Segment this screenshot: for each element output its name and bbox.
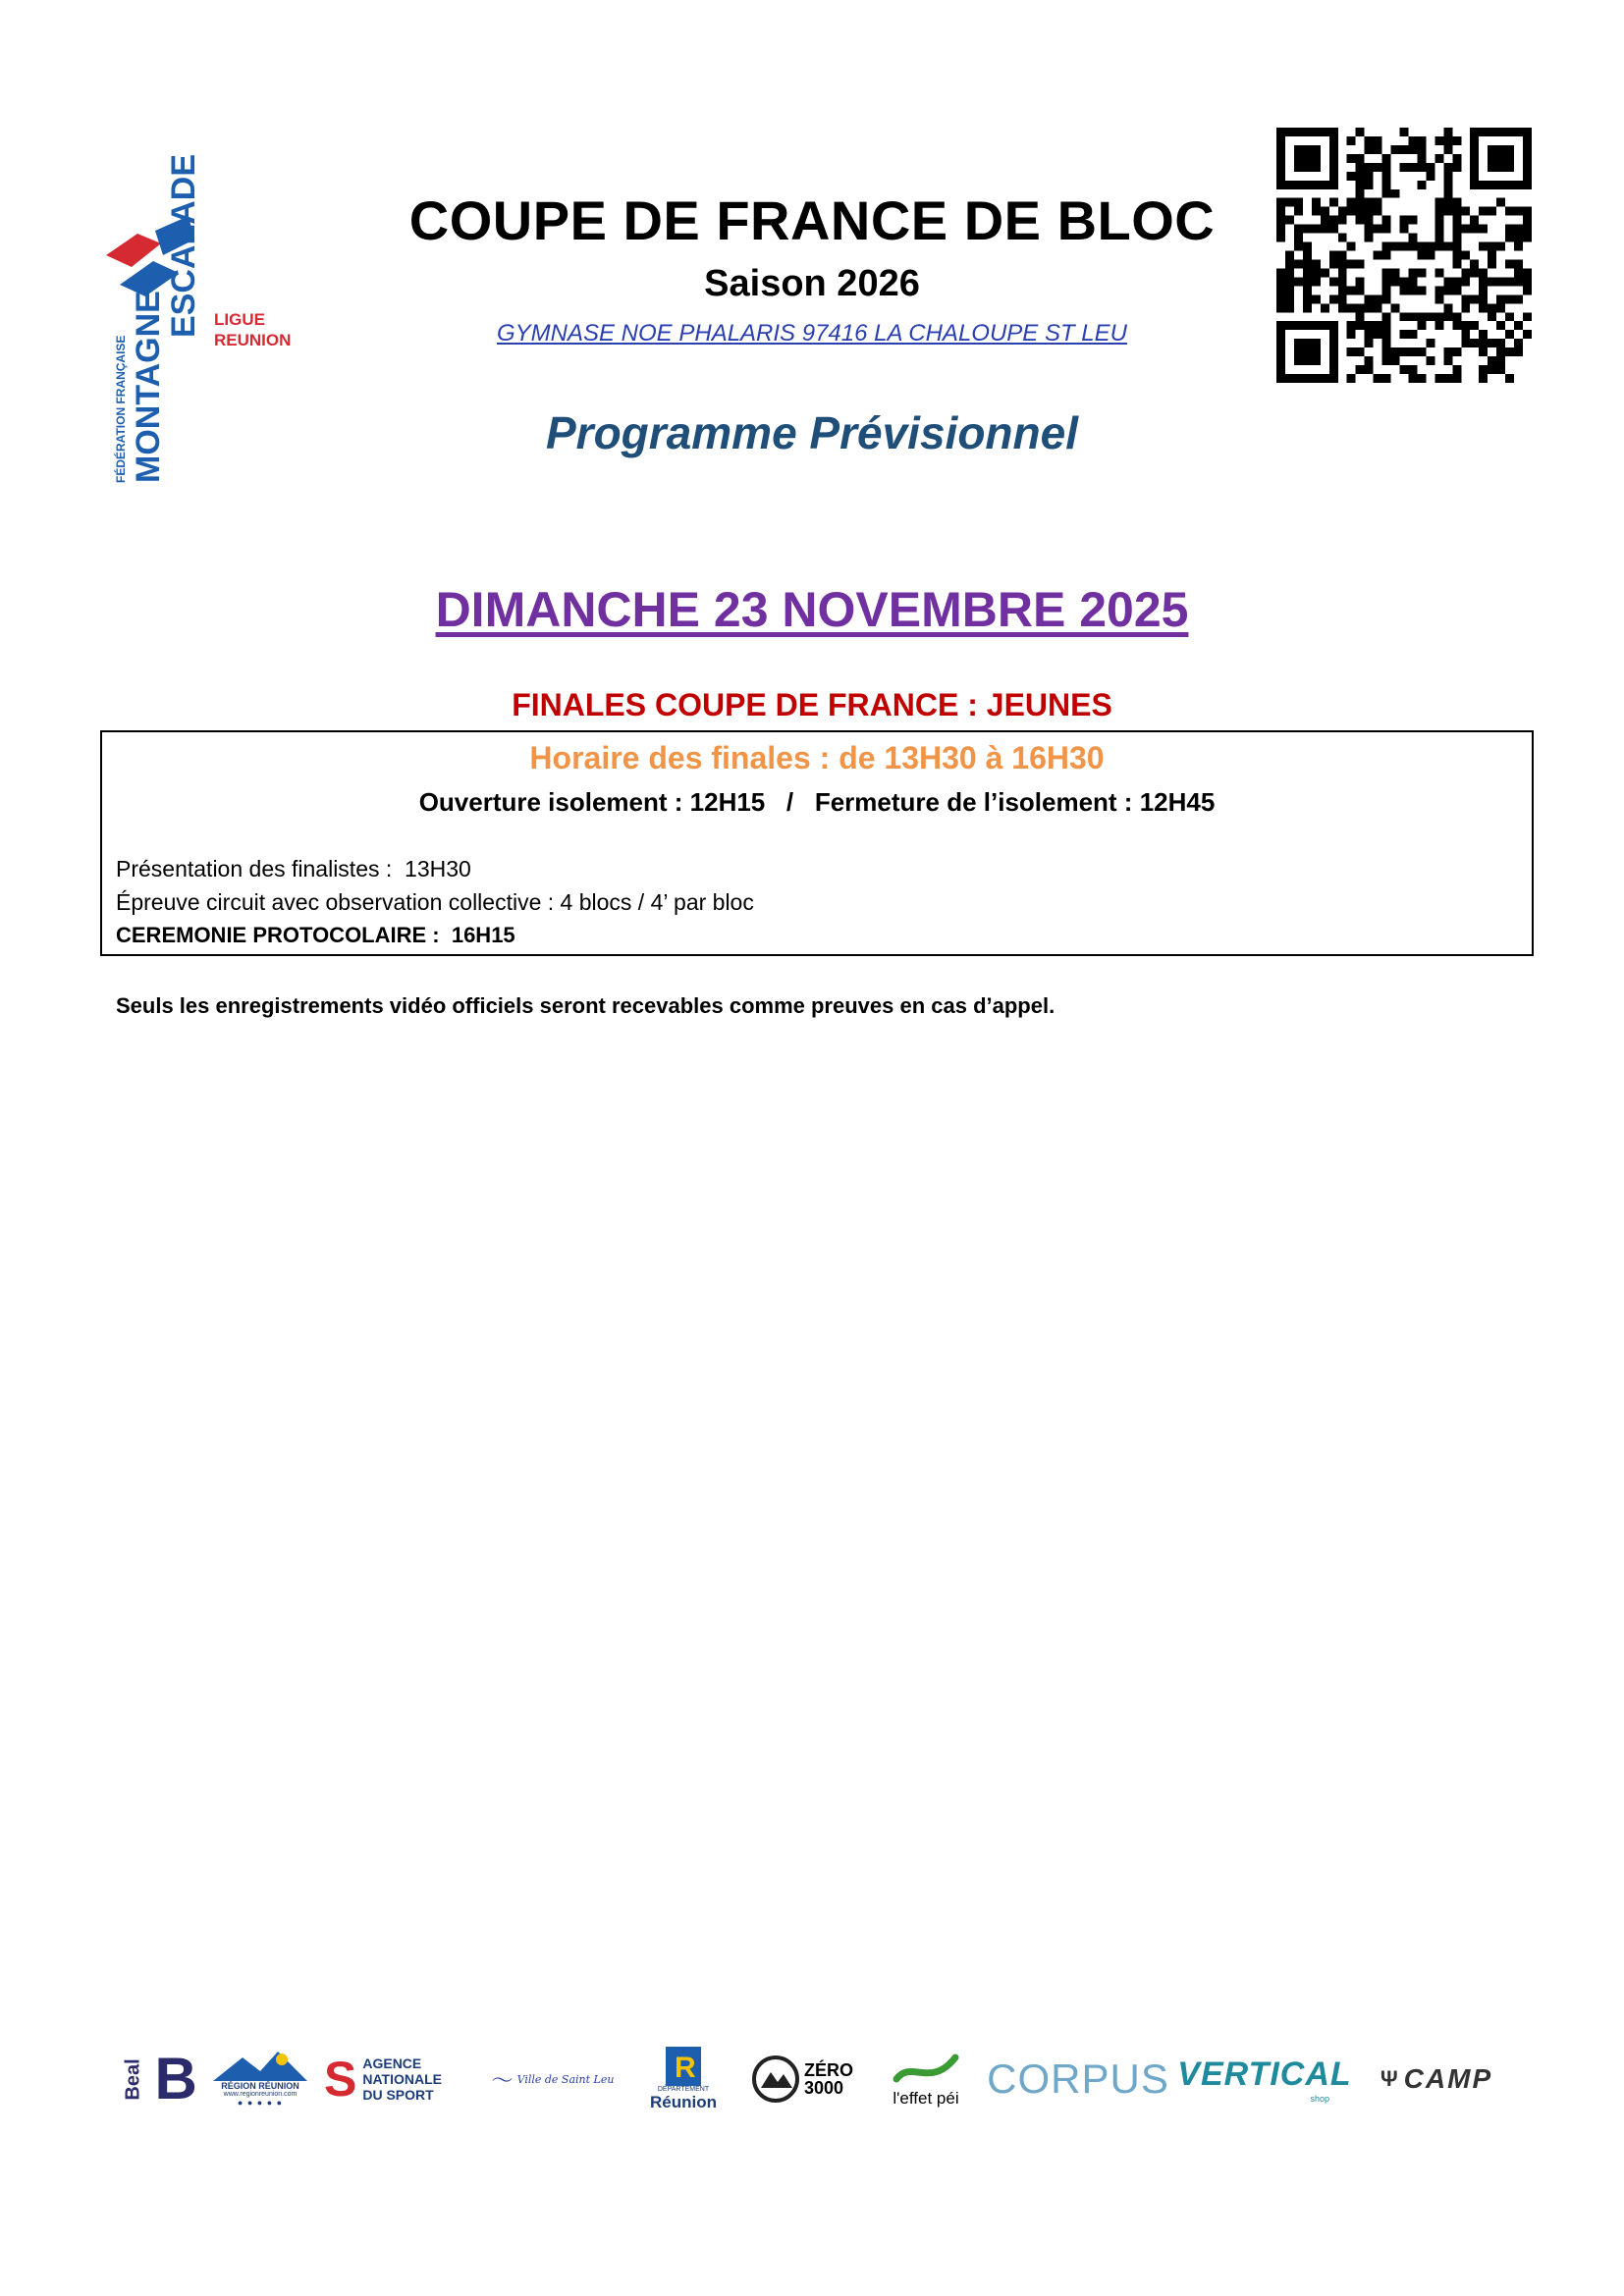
finals-hours: Horaire des finales : de 13H30 à 16H30 xyxy=(529,740,1105,775)
programme-heading: Programme Prévisionnel xyxy=(546,407,1078,458)
ans-s-icon: S xyxy=(324,2052,357,2107)
mountain-icon xyxy=(213,2052,307,2081)
finals-title: FINALES COUPE DE FRANCE : JEUNES xyxy=(512,687,1112,722)
beal-b-icon: B xyxy=(154,2046,197,2111)
zero3000-logo xyxy=(738,2030,866,2128)
ans-text-3: DU SPORT xyxy=(362,2087,434,2103)
ans-text-1: AGENCE xyxy=(362,2056,422,2071)
beal-logo xyxy=(116,2030,197,2128)
saint-leu-logo xyxy=(479,2030,626,2128)
social-icons: ● ● ● ● ● xyxy=(237,2097,284,2108)
svg-text:R: R xyxy=(675,2051,696,2084)
camp-icon: Ψ xyxy=(1380,2066,1398,2091)
saint-leu-text: Ville de Saint Leu xyxy=(516,2072,615,2086)
camp-logo xyxy=(1363,2030,1510,2128)
vertical-text: VERTICAL xyxy=(1177,2055,1352,2093)
isolation-times: Ouverture isolement : 12H15 / Fermeture de l’isolement : 12H45 xyxy=(418,787,1216,817)
presentation-line: Présentation des finalistes : 13H30 xyxy=(116,856,471,881)
camp-text: CAMP xyxy=(1403,2063,1493,2094)
logo-reunion-text: REUNION xyxy=(214,331,292,349)
ans-logo xyxy=(324,2030,471,2128)
ans-text-2: NATIONALE xyxy=(362,2071,442,2087)
ceremony-line: CEREMONIE PROTOCOLAIRE : 16H15 xyxy=(116,923,515,947)
zero3000-text-1: ZÉRO xyxy=(803,2060,853,2080)
departement-text: DÉPARTEMENT xyxy=(657,2085,710,2093)
effet-pei-text: l'effet péi xyxy=(893,2089,959,2108)
departement-reunion-logo xyxy=(634,2030,732,2128)
region-reunion-text: RÉGION RÉUNION xyxy=(221,2080,299,2091)
vertical-shop-logo xyxy=(1176,2030,1353,2128)
finals-schedule-box xyxy=(100,730,1534,956)
logo-ligue-text: LIGUE xyxy=(214,310,265,329)
bird-icon: 〜 xyxy=(491,2067,514,2093)
event-date: DIMANCHE 23 NOVEMBRE 2025 xyxy=(435,582,1189,637)
qr-code xyxy=(1276,128,1532,383)
appeal-notice: Seuls les enregistrements vidéo officiels seront recevables comme preuves en cas d’appel. xyxy=(116,993,1056,1018)
corpus-text: CORPUS xyxy=(987,2056,1169,2102)
corpus-logo xyxy=(987,2030,1169,2128)
venue-link[interactable]: GYMNASE NOE PHALARIS 97416 LA CHALOUPE ST LEU xyxy=(496,320,1127,347)
sponsor-logos xyxy=(116,2030,1510,2128)
page-title: COUPE DE FRANCE DE BLOC xyxy=(408,189,1216,251)
season-subtitle: Saison 2026 xyxy=(704,263,920,304)
departement-reunion-text: Réunion xyxy=(650,2092,717,2111)
logo-federation-text: FÉDÉRATION FRANÇAISE xyxy=(114,335,128,483)
logo-escalade-text: ESCALADE xyxy=(165,153,202,338)
region-reunion-url: www.regionreunion.com xyxy=(223,2090,298,2098)
circuit-line: Épreuve circuit avec observation collective : 4 blocs / 4’ par bloc xyxy=(116,889,754,915)
vertical-shop-text: shop xyxy=(1310,2093,1329,2104)
effet-pei-logo xyxy=(872,2030,980,2128)
beal-logo-text: Beal xyxy=(122,2057,144,2101)
departement-r-icon xyxy=(666,2047,701,2086)
gecko-icon xyxy=(892,2050,960,2089)
zero3000-circle-icon xyxy=(751,2055,800,2104)
zero3000-text-2: 3000 xyxy=(803,2078,844,2098)
logo-montagne-text: MONTAGNE xyxy=(130,291,167,483)
region-reunion-logo xyxy=(206,2030,314,2128)
